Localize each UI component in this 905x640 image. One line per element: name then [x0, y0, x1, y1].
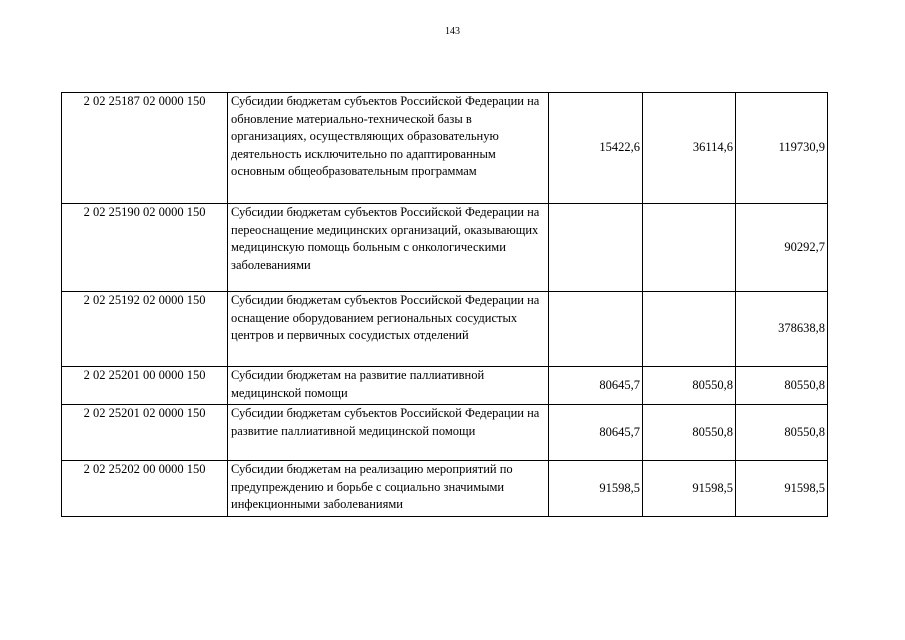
budget-code: 2 02 25190 02 0000 150	[62, 204, 228, 292]
amount-col-2: 80550,8	[643, 367, 736, 405]
table-row	[62, 93, 828, 204]
amount-col-2	[643, 292, 736, 367]
amount-col-3: 91598,5	[736, 461, 828, 517]
budget-description: Субсидии бюджетам на реализацию мероприятий по предупреждению и борьбе с социально значимыми инфекционными заболеваниями	[228, 461, 549, 517]
table-row	[62, 405, 828, 461]
amount-col-1: 80645,7	[549, 367, 643, 405]
budget-description: Субсидии бюджетам субъектов Российской Федерации на развитие паллиативной медицинской помощи	[228, 405, 549, 461]
amount-col-2: 80550,8	[643, 405, 736, 461]
budget-code: 2 02 25187 02 0000 150	[62, 93, 228, 204]
budget-code: 2 02 25201 00 0000 150	[62, 367, 228, 405]
amount-col-2	[643, 204, 736, 292]
amount-col-2: 91598,5	[643, 461, 736, 517]
amount-col-3: 378638,8	[736, 292, 828, 367]
amount-col-3: 80550,8	[736, 405, 828, 461]
budget-description: Субсидии бюджетам субъектов Российской Федерации на обновление материально-технической базы в организациях, осуществляющих образовательную деятельность исключительно по адаптированным основным общеобразовательным программам	[228, 93, 549, 204]
table-row	[62, 204, 828, 292]
amount-col-3: 119730,9	[736, 93, 828, 204]
amount-col-3: 90292,7	[736, 204, 828, 292]
budget-description: Субсидии бюджетам субъектов Российской Федерации на оснащение оборудованием региональных сосудистых центров и первичных сосудистых отделений	[228, 292, 549, 367]
budget-description: Субсидии бюджетам субъектов Российской Федерации на переоснащение медицинских организаций, оказывающих медицинскую помощь больным с онкологическими заболеваниями	[228, 204, 549, 292]
page-number: 143	[445, 26, 460, 37]
table-row	[62, 461, 828, 517]
budget-description: Субсидии бюджетам на развитие паллиативной медицинской помощи	[228, 367, 549, 405]
amount-col-1: 91598,5	[549, 461, 643, 517]
amount-col-1: 80645,7	[549, 405, 643, 461]
budget-code: 2 02 25201 02 0000 150	[62, 405, 228, 461]
budget-code: 2 02 25192 02 0000 150	[62, 292, 228, 367]
table-row	[62, 367, 828, 405]
amount-col-2: 36114,6	[643, 93, 736, 204]
amount-col-1: 15422,6	[549, 93, 643, 204]
amount-col-3: 80550,8	[736, 367, 828, 405]
amount-col-1	[549, 204, 643, 292]
amount-col-1	[549, 292, 643, 367]
budget-table	[61, 92, 828, 517]
budget-code: 2 02 25202 00 0000 150	[62, 461, 228, 517]
table-row	[62, 292, 828, 367]
